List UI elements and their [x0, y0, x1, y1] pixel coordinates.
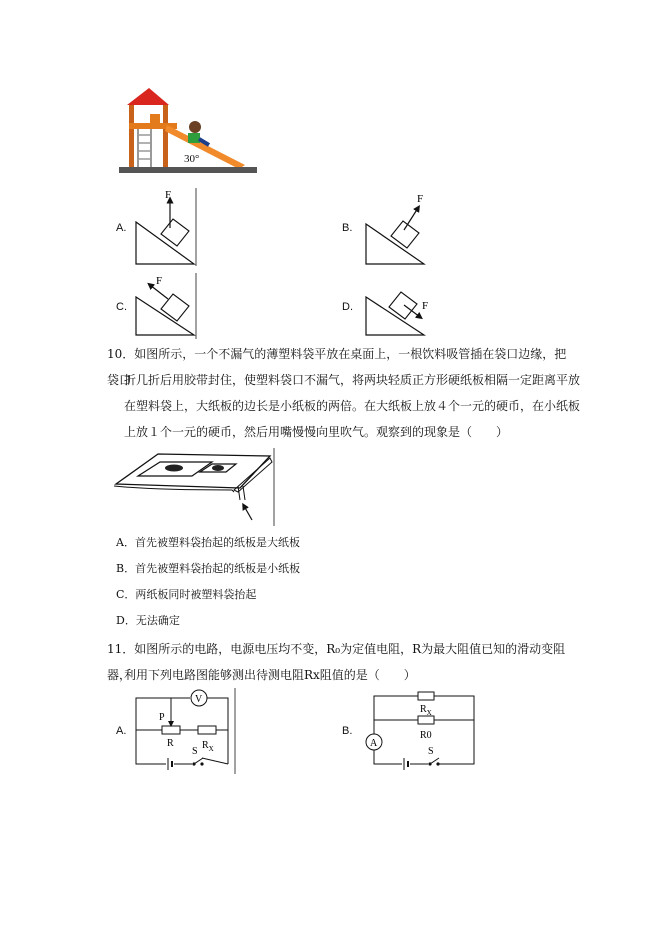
q10-option-a: A．首先被塑料袋抬起的纸板是大纸板 — [116, 536, 300, 549]
q11-line-2: 利用下列电路图能够测出待测电阻Rx阻值的是（ ） — [124, 668, 416, 682]
q10-option-b: B．首先被塑料袋抬起的纸板是小纸板 — [116, 562, 301, 575]
circuit-a-rx-label: $R_X$ — [202, 740, 214, 753]
q10-line-1: 10．如图所示，一个不漏气的薄塑料袋平放在桌面上，一根饮料吸管插在袋口边缘，把袋口 — [107, 347, 567, 387]
q9-option-a-letter: A. — [116, 222, 127, 234]
circuit-a-switch-label: S — [192, 746, 198, 757]
q11-line-1: 11．如图所示的电路，电源电压均不变，R₀为定值电阻，R为最大阻值已知的滑动变阻器， — [107, 642, 566, 682]
q9-diagram-b — [358, 186, 438, 268]
circuit-a-voltmeter-label: V — [195, 694, 203, 705]
q9-option-d-letter: D. — [342, 301, 353, 313]
q9-diagram-d — [358, 271, 438, 341]
circuit-a-r-label: R — [167, 738, 174, 749]
q10-bag-figure — [112, 446, 278, 528]
q9-force-label-b: F — [417, 193, 424, 205]
q10-option-d: D．无法确定 — [116, 614, 180, 627]
q10-line-2: 折几折后用胶带封住，使塑料袋口不漏气，将两块轻质正方形硬纸板相隔一定距离平放 — [124, 373, 581, 387]
q9-force-label-d: F — [422, 300, 429, 312]
q10-line-4: 上放１个一元的硬币，然后用嘴慢慢向里吹气。观察到的现象是（ ） — [124, 425, 509, 439]
q9-option-c-letter: C. — [116, 301, 127, 313]
circuit-b-r0-label: R0 — [420, 730, 432, 741]
circuit-a-slider-label: P — [159, 712, 165, 723]
q10-option-c: C．两纸板同时被塑料袋抬起 — [116, 588, 257, 601]
q11-circuit-b — [360, 688, 480, 772]
q11-option-a-letter: A. — [116, 725, 127, 737]
circuit-b-ammeter-label: A — [370, 738, 378, 749]
q9-force-label-a: F — [165, 189, 172, 201]
q9-force-label-c: F — [156, 275, 163, 287]
slide-angle-label: 30° — [184, 153, 200, 165]
q9-option-b-letter: B. — [342, 222, 353, 234]
slide-figure — [115, 85, 260, 183]
q10-line-3: 在塑料袋上，大纸板的边长是小纸板的两倍。在大纸板上放４个一元的硬币，在小纸板 — [124, 399, 581, 413]
q11-circuit-a — [130, 688, 240, 774]
q9-diagram-a — [128, 186, 203, 268]
circuit-b-switch-label: S — [428, 746, 434, 757]
q11-option-b-letter: B. — [342, 725, 353, 737]
circuit-b-rx-label: $R_X$ — [420, 704, 432, 717]
q9-diagram-c — [128, 271, 203, 341]
